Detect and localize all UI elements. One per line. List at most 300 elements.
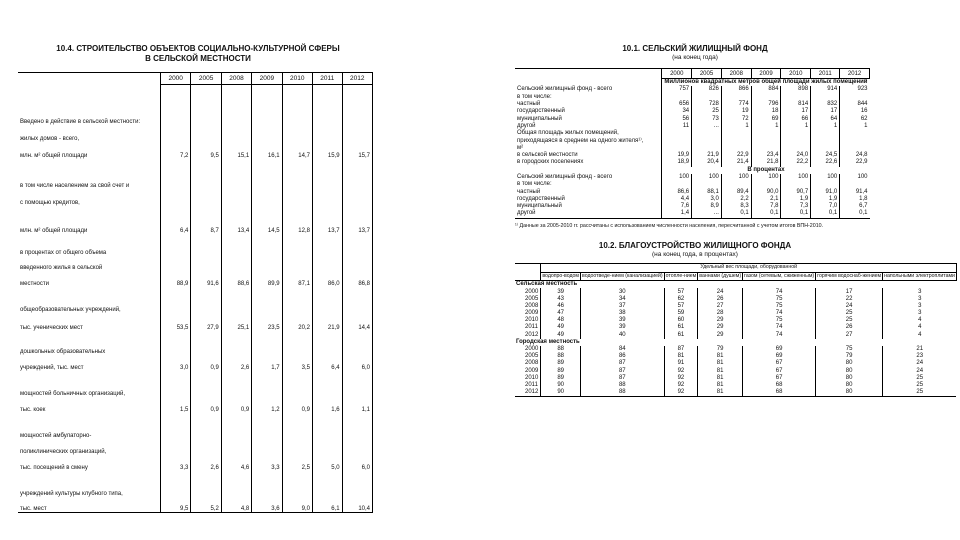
cell-value: 81: [698, 382, 743, 389]
row-label: мощностей амбулаторно-: [18, 413, 161, 439]
cell-value: [751, 137, 781, 144]
cell-value: 100: [751, 174, 781, 181]
cell-value: [781, 181, 811, 188]
group-row: [515, 339, 956, 346]
right-bottom-title: 10.2. БЛАГОУСТРОЙСТВО ЖИЛИЩНОГО ФОНДА: [598, 241, 792, 251]
cell-value: 39: [541, 288, 581, 295]
cell-value: 24,8: [840, 152, 870, 159]
cell-value: [221, 439, 251, 455]
cell-value: 4: [883, 317, 957, 324]
cell-value: [342, 85, 372, 125]
cell-value: 62: [840, 115, 870, 122]
cell-value: 4: [883, 324, 957, 331]
cell-value: [282, 287, 312, 313]
cell-value: [312, 371, 342, 397]
table-row: [515, 108, 870, 115]
cell-value: [282, 189, 312, 206]
cell-value: 1: [781, 123, 811, 130]
row-label: в процентах от общего объема: [18, 234, 161, 256]
cell-value: [161, 159, 191, 189]
table-row: [18, 256, 373, 271]
cell-value: 1,4: [662, 210, 692, 218]
cell-value: [252, 125, 282, 142]
table-row: [18, 439, 373, 455]
cell-value: 75: [743, 317, 816, 324]
row-label: тыс. посещений в смену: [18, 455, 161, 471]
cell-value: [221, 256, 251, 271]
cell-value: 69: [743, 346, 816, 353]
cell-value: [282, 234, 312, 256]
row-year: 2009: [525, 310, 539, 317]
cell-value: [662, 145, 692, 152]
cell-value: 62: [664, 296, 698, 303]
cell-value: [252, 159, 282, 189]
cell-value: [692, 137, 722, 144]
row-label: Введено в действие в сельской местности:: [18, 85, 161, 125]
year-header: 2000: [662, 69, 692, 79]
cell-value: [161, 189, 191, 206]
cell-value: 1: [840, 123, 870, 130]
cell-value: 16: [840, 108, 870, 115]
cell-value: 9,0: [282, 497, 312, 513]
cell-value: [312, 256, 342, 271]
cell-value: [282, 159, 312, 189]
cell-value: 37: [581, 303, 665, 310]
row-label: приходящаяся в среднем на одного жителя¹⁾,: [517, 137, 644, 144]
cell-value: 100: [840, 174, 870, 181]
column-header: водопро-водом: [541, 272, 581, 281]
cell-value: 656: [662, 101, 692, 108]
table-row: [515, 137, 870, 144]
cell-value: [692, 181, 722, 188]
cell-value: 72: [721, 115, 751, 122]
cell-value: [252, 85, 282, 125]
cell-value: 1,5: [161, 397, 191, 413]
cell-value: 39: [581, 324, 665, 331]
cell-value: 0,1: [840, 210, 870, 218]
cell-value: [721, 137, 751, 144]
cell-value: [252, 371, 282, 397]
year-header: 2010: [781, 69, 811, 79]
amenities-table: [515, 263, 957, 397]
cell-value: 80: [816, 367, 883, 374]
cell-value: 73: [692, 115, 722, 122]
year-header: 2008: [221, 73, 251, 85]
cell-value: 79: [698, 346, 743, 353]
cell-value: 90: [541, 389, 581, 397]
cell-value: [221, 413, 251, 439]
row-label: в сельской местности: [517, 152, 578, 159]
cell-value: 92: [664, 375, 698, 382]
cell-value: 1: [751, 123, 781, 130]
cell-value: 29: [698, 317, 743, 324]
column-header: горячим водоснаб-жением: [816, 272, 883, 281]
cell-value: 86,6: [662, 188, 692, 195]
cell-value: 87: [581, 375, 665, 382]
cell-value: [840, 181, 870, 188]
cell-value: 3: [883, 310, 957, 317]
cell-value: [252, 189, 282, 206]
cell-value: [312, 125, 342, 142]
row-label: Сельский жилищный фонд - всего: [517, 174, 613, 180]
row-year: 2012: [515, 389, 541, 397]
cell-value: [662, 137, 692, 144]
cell-value: 67: [743, 360, 816, 367]
cell-value: 22,2: [781, 159, 811, 166]
cell-value: 88,9: [161, 271, 191, 287]
cell-value: [751, 130, 781, 137]
cell-value: 1,2: [252, 397, 282, 413]
cell-value: 25,1: [221, 313, 251, 331]
left-table: [18, 72, 373, 513]
cell-value: [721, 94, 751, 101]
table-row: [18, 125, 373, 142]
row-label: другой: [517, 122, 536, 129]
cell-value: 89,4: [721, 188, 751, 195]
cell-value: 6,7: [840, 203, 870, 210]
cell-value: 3: [883, 296, 957, 303]
table-row: [18, 142, 373, 159]
column-header: водоотведе-нием (канализацией): [581, 272, 665, 281]
cell-value: [252, 256, 282, 271]
cell-value: 86,0: [312, 271, 342, 287]
cell-value: 22: [816, 296, 883, 303]
cell-value: 2,1: [751, 196, 781, 203]
cell-value: [662, 130, 692, 137]
table-row: [515, 181, 870, 188]
row-label: тыс. ученических мест: [18, 313, 161, 331]
table-row: [515, 188, 870, 195]
cell-value: 29: [698, 332, 743, 339]
cell-value: [781, 94, 811, 101]
cell-value: [252, 331, 282, 355]
cell-value: 47: [541, 310, 581, 317]
cell-value: 0,1: [721, 210, 751, 218]
cell-value: 757: [662, 86, 692, 93]
cell-value: [692, 145, 722, 152]
cell-value: [312, 439, 342, 455]
cell-value: [252, 439, 282, 455]
cell-value: 87: [581, 367, 665, 374]
table-row: [515, 174, 870, 181]
cell-value: [721, 130, 751, 137]
cell-value: [811, 94, 840, 101]
cell-value: 21: [883, 346, 957, 353]
cell-value: 80: [816, 382, 883, 389]
row-label: введенного жилья в сельской: [18, 256, 161, 271]
row-label: другой: [515, 210, 662, 218]
cell-value: 25: [816, 317, 883, 324]
year-header: 2000: [161, 73, 191, 85]
cell-value: 89: [541, 360, 581, 367]
table-row: [515, 375, 956, 382]
left-table-header: [18, 73, 373, 85]
cell-value: 0,9: [221, 397, 251, 413]
table-row: [515, 324, 956, 331]
housing-table: [515, 68, 870, 219]
table-row: [18, 413, 373, 439]
table-row: [18, 331, 373, 355]
year-header: 2005: [692, 69, 722, 79]
cell-value: [221, 287, 251, 313]
cell-value: [342, 471, 372, 497]
cell-value: 88: [541, 346, 581, 353]
table-row: [515, 86, 870, 93]
cell-value: 6,4: [312, 355, 342, 371]
cell-value: [751, 145, 781, 152]
cell-value: 59: [664, 310, 698, 317]
housing-footnote: ¹⁾ Данные за 2005-2010 гг. рассчитаны с использованием численности населения, пересчитанной с учетом итогов ВПН-2010.: [515, 222, 824, 229]
section-label: В процентах: [662, 167, 870, 174]
cell-value: 15,9: [312, 142, 342, 159]
cell-value: [252, 287, 282, 313]
cell-value: 24: [883, 367, 957, 374]
cell-value: [721, 181, 751, 188]
cell-value: [811, 130, 840, 137]
cell-value: 1,9: [811, 196, 840, 203]
row-label: м²: [517, 144, 524, 151]
cell-value: [221, 159, 251, 189]
cell-value: 26: [816, 324, 883, 331]
cell-value: 4: [883, 332, 957, 339]
row-year: 2000: [525, 288, 539, 295]
cell-value: [662, 94, 692, 101]
cell-value: 74: [743, 324, 816, 331]
cell-value: 18: [751, 108, 781, 115]
row-label: тыс. коек: [18, 397, 161, 413]
cell-value: 29: [698, 324, 743, 331]
cell-value: 3: [883, 303, 957, 310]
cell-value: [342, 287, 372, 313]
cell-value: 914: [811, 86, 840, 93]
cell-value: 100: [781, 174, 811, 181]
cell-value: [191, 159, 221, 189]
cell-value: 57: [664, 303, 698, 310]
cell-value: 11: [662, 123, 692, 130]
cell-value: [191, 234, 221, 256]
cell-value: 67: [743, 367, 816, 374]
row-label: млн. м² общей площади: [18, 206, 161, 234]
table-row: [18, 85, 373, 125]
year-header: 2010: [282, 73, 312, 85]
cell-value: [751, 94, 781, 101]
cell-value: 86: [581, 353, 665, 360]
cell-value: 4,6: [221, 455, 251, 471]
row-year: 2005: [525, 295, 539, 302]
cell-value: [161, 439, 191, 455]
cell-value: [252, 471, 282, 497]
row-year: 2010: [525, 374, 539, 381]
table-row: [18, 355, 373, 371]
column-header: ваннами (душем): [698, 272, 743, 281]
cell-value: 814: [781, 101, 811, 108]
cell-value: 14,7: [282, 142, 312, 159]
table-row: [18, 313, 373, 331]
cell-value: 7,8: [751, 203, 781, 210]
row-year: 2012: [525, 331, 539, 338]
row-label: учреждений, тыс. мест: [18, 355, 161, 371]
cell-value: 16,1: [252, 142, 282, 159]
housing-table-header: [515, 69, 870, 79]
cell-value: [161, 287, 191, 313]
cell-value: 2,5: [282, 455, 312, 471]
cell-value: 0,1: [751, 210, 781, 218]
cell-value: [191, 85, 221, 125]
table-row: [18, 371, 373, 397]
year-header: 2011: [811, 69, 840, 79]
year-header: 2008: [721, 69, 751, 79]
cell-value: 832: [811, 101, 840, 108]
cell-value: [312, 331, 342, 355]
row-label: муниципальный: [517, 115, 562, 122]
cell-value: 1,9: [781, 196, 811, 203]
row-year: 2000: [525, 346, 539, 353]
cell-value: 4,4: [662, 196, 692, 203]
cell-value: 24: [816, 303, 883, 310]
cell-value: 866: [721, 86, 751, 93]
cell-value: 88,1: [692, 188, 722, 195]
cell-value: [161, 331, 191, 355]
cell-value: 100: [662, 174, 692, 181]
cell-value: 17: [816, 288, 883, 295]
cell-value: 86,8: [342, 271, 372, 287]
table-row: [515, 288, 956, 295]
table-row: [18, 271, 373, 287]
cell-value: 81: [698, 375, 743, 382]
cell-value: [161, 471, 191, 497]
row-label: частный: [517, 188, 541, 195]
cell-value: 68: [743, 389, 816, 397]
cell-value: 17: [811, 108, 840, 115]
cell-value: 89,9: [252, 271, 282, 287]
cell-value: 7,6: [662, 203, 692, 210]
cell-value: ...: [692, 123, 722, 130]
cell-value: 66: [781, 115, 811, 122]
cell-value: 74: [743, 332, 816, 339]
group-label: Городская местность: [516, 338, 580, 345]
table-row: [18, 497, 373, 513]
row-label: тыс. мест: [18, 497, 161, 513]
row-label: в том числе:: [517, 181, 552, 188]
cell-value: 14,4: [342, 313, 372, 331]
row-label: жилых домов - всего,: [18, 125, 161, 142]
cell-value: 90,7: [781, 188, 811, 195]
cell-value: [161, 85, 191, 125]
cell-value: 0,1: [781, 210, 811, 218]
row-year: 2008: [525, 360, 539, 367]
cell-value: 25: [883, 389, 957, 397]
cell-value: 25: [692, 108, 722, 115]
cell-value: [161, 413, 191, 439]
cell-value: 87,1: [282, 271, 312, 287]
cell-value: [342, 234, 372, 256]
cell-value: 1: [811, 123, 840, 130]
cell-value: 81: [698, 360, 743, 367]
cell-value: [161, 125, 191, 142]
row-label: государственный: [517, 195, 565, 202]
cell-value: 3,6: [252, 497, 282, 513]
cell-value: [312, 287, 342, 313]
cell-value: 0,9: [191, 355, 221, 371]
row-label: млн. м² общей площади: [18, 142, 161, 159]
cell-value: 2,6: [221, 355, 251, 371]
cell-value: [191, 413, 221, 439]
cell-value: 28: [698, 310, 743, 317]
cell-value: 2,2: [721, 196, 751, 203]
cell-value: [342, 125, 372, 142]
cell-value: [840, 130, 870, 137]
year-header: 2005: [191, 73, 221, 85]
cell-value: [191, 371, 221, 397]
cell-value: [282, 439, 312, 455]
cell-value: 61: [664, 332, 698, 339]
cell-value: 48: [541, 317, 581, 324]
cell-value: [342, 413, 372, 439]
cell-value: 14,5: [252, 206, 282, 234]
amenities-column-headers: [515, 272, 956, 281]
cell-value: 0,9: [191, 397, 221, 413]
cell-value: 25: [883, 382, 957, 389]
cell-value: [811, 137, 840, 144]
cell-value: [221, 125, 251, 142]
cell-value: 18,9: [662, 159, 692, 166]
cell-value: 884: [751, 86, 781, 93]
cell-value: [840, 145, 870, 152]
table-row: [515, 296, 956, 303]
cell-value: 100: [811, 174, 840, 181]
cell-value: [282, 371, 312, 397]
cell-value: 25: [816, 310, 883, 317]
cell-value: 60: [664, 317, 698, 324]
cell-value: 34: [662, 108, 692, 115]
cell-value: 1,7: [252, 355, 282, 371]
cell-value: 774: [721, 101, 751, 108]
cell-value: [191, 287, 221, 313]
cell-value: [781, 130, 811, 137]
cell-value: 57: [664, 288, 698, 295]
row-label: государственный: [517, 108, 565, 115]
cell-value: 53,5: [161, 313, 191, 331]
cell-value: [252, 413, 282, 439]
cell-value: 13,7: [312, 206, 342, 234]
cell-value: 89: [541, 367, 581, 374]
row-label: в том числе:: [517, 93, 552, 100]
cell-value: [191, 189, 221, 206]
table-row: [515, 367, 956, 374]
cell-value: 39: [581, 317, 665, 324]
cell-value: 2,6: [191, 455, 221, 471]
cell-value: 64: [811, 115, 840, 122]
row-year: 2011: [525, 324, 538, 331]
cell-value: [692, 130, 722, 137]
right-top-title: 10.1. СЕЛЬСКИЙ ЖИЛИЩНЫЙ ФОНД: [622, 44, 768, 53]
cell-value: 68: [743, 382, 816, 389]
cell-value: 5,0: [312, 455, 342, 471]
section-row: [515, 167, 870, 174]
cell-value: 84: [581, 346, 665, 353]
cell-value: 27: [816, 332, 883, 339]
cell-value: [252, 234, 282, 256]
cell-value: 10,4: [342, 497, 372, 513]
cell-value: 1,6: [312, 397, 342, 413]
cell-value: 5,2: [191, 497, 221, 513]
cell-value: 21,9: [692, 152, 722, 159]
section-spacer: [515, 167, 662, 174]
cell-value: 87: [664, 346, 698, 353]
table-row: [515, 196, 870, 203]
row-label: общеобразовательных учреждений,: [18, 287, 161, 313]
table-row: [515, 389, 956, 397]
